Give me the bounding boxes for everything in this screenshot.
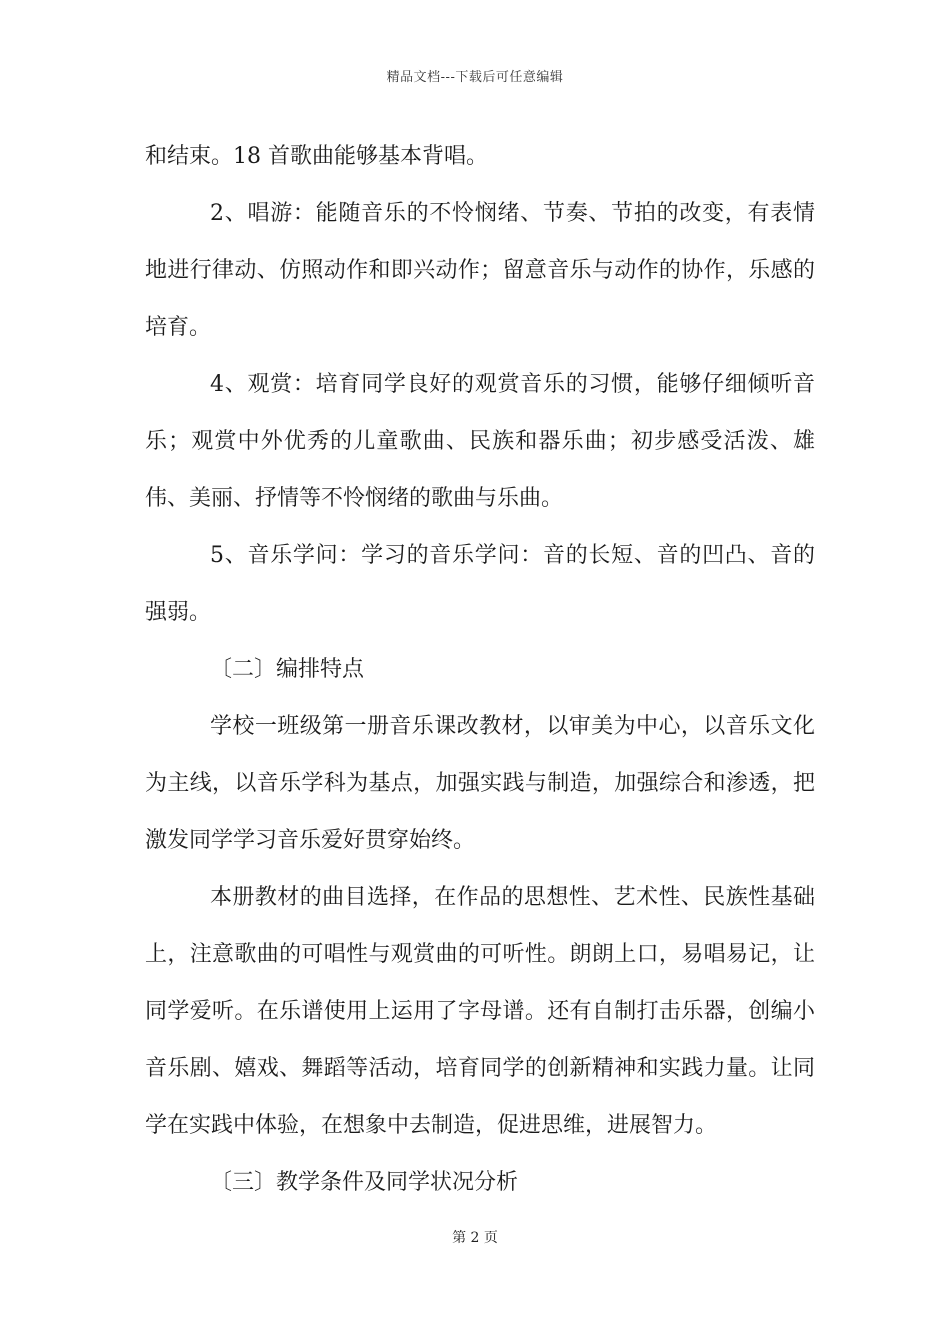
section-heading-3: 〔三〕教学条件及同学状况分析 (210, 1170, 519, 1195)
paragraph-5: 学校一班级第一册音乐课改教材，以审美为中心，以音乐文化为主线，以音乐学科为基点，加强实践与制造，加强综合和渗透，把激发同学学习音乐爱好贯穿始终。 (145, 714, 815, 853)
document-body (145, 128, 815, 1211)
paragraph-1: 和结束。18 首歌曲能够基本背唱。 (145, 144, 488, 169)
paragraph-2: 2、唱游：能随音乐的不怜悯绪、节奏、节拍的改变，有表情地进行律动、仿照动作和即兴动作；留意音乐与动作的协作，乐感的培育。 (145, 201, 815, 340)
page-number: 第 2 页 (452, 1230, 498, 1246)
paragraph-3: 4、观赏：培育同学良好的观赏音乐的习惯，能够仔细倾听音乐；观赏中外优秀的儿童歌曲、民族和器乐曲；初步感受活泼、雄伟、美丽、抒情等不怜悯绪的歌曲与乐曲。 (145, 372, 815, 511)
section-heading-2: 〔二〕编排特点 (210, 657, 365, 682)
paragraph-4: 5、音乐学问：学习的音乐学问：音的长短、音的凹凸、音的强弱。 (145, 543, 815, 625)
paragraph-6: 本册教材的曲目选择，在作品的思想性、艺术性、民族性基础上，注意歌曲的可唱性与观赏曲的可听性。朗朗上口，易唱易记，让同学爱听。在乐谱使用上运用了字母谱。还有自制打击乐器，创编小音乐剧、嬉戏、舞蹈等活动，培育同学的创新精神和实践力量。让同学在实践中体验，在想象中去制造，促进思维，进展智力。 (145, 885, 815, 1138)
page-header: 精品文档---下载后可任意编辑 (386, 70, 564, 85)
